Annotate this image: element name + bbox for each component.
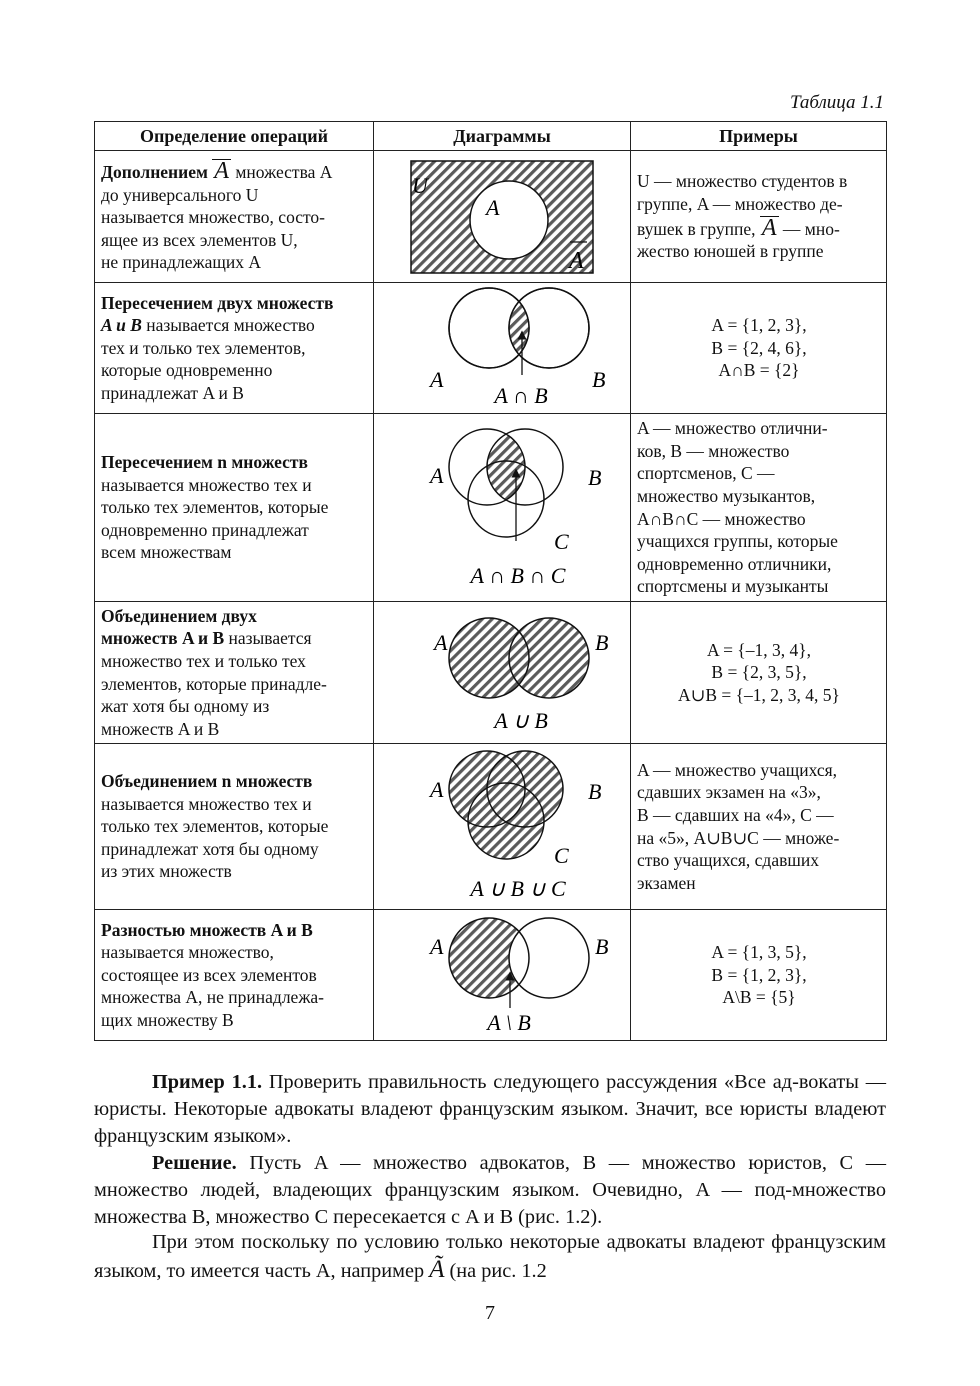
label-a: A — [434, 629, 448, 655]
page-number: 7 — [485, 1302, 495, 1324]
example-cell — [631, 151, 887, 283]
definition-cell — [95, 414, 374, 602]
header-examples: Примеры — [631, 122, 887, 151]
complement-diagram — [407, 157, 597, 277]
example-text: A = {1, 2, 3}, — [711, 315, 807, 336]
example-text: группе, A — множество де- — [637, 193, 843, 214]
paragraph-continuation — [94, 1229, 886, 1285]
diagram-cell — [374, 283, 631, 414]
table-row-intersection-n — [95, 414, 887, 602]
table-row-complement — [95, 151, 887, 283]
def-title: множеств A и B — [101, 628, 225, 649]
def-text: которые одновременно — [101, 360, 273, 381]
def-text: ящее из всех элементов U, — [101, 229, 298, 250]
example-text: A — множество учащихся, — [637, 759, 838, 780]
intersection-n-diagram — [392, 423, 612, 593]
example-text: A = {1, 3, 5}, — [711, 942, 807, 963]
example-text: A∩B = {2} — [718, 360, 800, 381]
difference-diagram — [392, 912, 612, 1038]
example-text: B — сдавших на «4», C — — [637, 804, 834, 825]
example-text: вушек в группе, — [637, 218, 760, 239]
diagram-cell — [374, 602, 631, 744]
example-text: A∪B = {–1, 2, 3, 4, 5} — [678, 684, 840, 705]
def-text: жат хотя бы одному из — [101, 696, 270, 717]
label-a: A — [430, 367, 444, 392]
header-diagrams: Диаграммы — [374, 122, 631, 151]
definition-cell — [95, 744, 374, 910]
operation-label: A ∪ B — [494, 707, 548, 733]
def-text: элементов, которые принадле- — [101, 673, 327, 694]
label-a-complement: A — [569, 247, 584, 274]
def-title: Объединением n множеств — [101, 771, 313, 792]
def-text: называется множество тех и — [101, 793, 312, 814]
continuation-body: При этом поскольку по условию только некоторые адвокаты владеют французским языком, то имеется часть A, например — [94, 1231, 886, 1282]
operation-label: A ∪ B ∪ C — [470, 875, 566, 901]
example-text: экзамен — [637, 872, 696, 893]
table-header-row — [95, 122, 887, 151]
union-n-diagram — [392, 749, 612, 905]
example-text: A∩B∩C — множество — [637, 508, 806, 529]
table-row-difference — [95, 910, 887, 1041]
example-cell — [631, 283, 887, 414]
example-cell — [631, 744, 887, 910]
label-a: A — [430, 462, 444, 488]
example-text: спортсменов, C — — [637, 463, 775, 484]
def-title: A и B — [101, 315, 142, 336]
def-text: принадлежат A и B — [101, 382, 244, 403]
example-heading: Пример 1.1. — [152, 1071, 263, 1093]
def-title: Дополнением — [101, 162, 208, 183]
label-a: A — [430, 776, 444, 802]
example-text: U — множество студентов в — [637, 171, 848, 192]
continuation-tail: (на рис. 1.2 — [444, 1260, 547, 1282]
example-text: A\B = {5} — [722, 987, 796, 1008]
example-text: ство учащихся, сдавших — [637, 850, 819, 871]
label-c: C — [554, 528, 569, 554]
def-text: множества A, не принадлежа- — [101, 987, 325, 1008]
example-text: A — множество отлични- — [637, 418, 828, 439]
operations-table — [94, 121, 887, 1041]
def-text: называется — [224, 628, 312, 649]
complement-symbol: A — [214, 158, 229, 185]
def-text: принадлежат хотя бы одному — [101, 838, 319, 859]
example-cell — [631, 414, 887, 602]
definition-cell — [95, 910, 374, 1041]
header-definition: Определение операций — [95, 122, 374, 151]
example-text: жество юношей в группе — [637, 241, 824, 262]
def-title: Пересечением n множеств — [101, 452, 308, 473]
definition-cell — [95, 283, 374, 414]
definition-cell — [95, 602, 374, 744]
table-row-union-two — [95, 602, 887, 744]
table-row-intersection-two — [95, 283, 887, 414]
def-text: называется множество — [141, 315, 315, 336]
solution-body: Пусть A — множество адвокатов, B — множество юристов, C — множество людей, владеющих французским языком. Очевидно, A — под-множество множества B, множество C пересекается с A и B (рис. 1.2). — [94, 1152, 886, 1228]
example-cell — [631, 910, 887, 1041]
label-c: C — [554, 842, 569, 868]
example-text: на «5», A∪B∪C — множе- — [637, 827, 840, 848]
label-a: A — [486, 194, 500, 220]
def-text: из этих множеств — [101, 861, 232, 882]
def-title: Объединением двух — [101, 605, 257, 626]
def-title: Пересечением двух множеств — [101, 292, 334, 313]
def-text: множеств A и B — [101, 718, 220, 739]
example-text: спортсмены и музыканты — [637, 576, 829, 597]
definition-cell — [95, 151, 374, 283]
def-text: одновременно принадлежат — [101, 519, 309, 540]
example-body: Проверить правильность следующего рассуждения «Все ад-вокаты — юристы. Некоторые адвокаты владеют французским языком. Значит, все юристы владеют французским языком». — [94, 1071, 886, 1147]
def-text: не принадлежащих A — [101, 252, 261, 273]
example-text: множество музыкантов, — [637, 485, 816, 506]
union-two-diagram — [392, 608, 612, 738]
def-text: множество тех и только тех — [101, 650, 306, 671]
example-text: одновременно отличники, — [637, 553, 832, 574]
label-b: B — [595, 629, 609, 655]
def-text: до универсального U — [101, 184, 259, 205]
example-text: B = {1, 2, 3}, — [711, 964, 807, 985]
paragraph-solution — [94, 1150, 886, 1231]
diagram-cell — [374, 414, 631, 602]
example-text: B = {2, 4, 6}, — [711, 337, 807, 358]
operation-label: A ∩ B — [494, 383, 548, 408]
table-row-union-n — [95, 744, 887, 910]
intersection-two-diagram — [392, 285, 612, 411]
example-text: сдавших экзамен на «3», — [637, 782, 821, 803]
label-a: A — [430, 934, 444, 959]
example-text: ков, B — множество — [637, 440, 790, 461]
example-text: учащихся группы, которые — [637, 531, 838, 552]
diagram-cell — [374, 744, 631, 910]
def-text: только тех элементов, которые — [101, 816, 329, 837]
label-b: B — [592, 367, 606, 392]
operation-label: A \ B — [487, 1010, 531, 1035]
label-b: B — [595, 934, 609, 959]
set-a-circle — [470, 181, 548, 259]
a-tilde-symbol: Ã — [429, 1256, 445, 1283]
example-text: — мно- — [778, 218, 840, 239]
paragraph-example — [94, 1069, 886, 1150]
label-u: U — [412, 172, 428, 198]
solution-heading: Решение. — [152, 1152, 237, 1174]
example-text: A = {–1, 3, 4}, — [707, 639, 811, 660]
table-caption: Таблица 1.1 — [790, 92, 884, 113]
def-text: всем множествам — [101, 542, 232, 563]
example-cell — [631, 602, 887, 744]
def-text: называется множество тех и — [101, 474, 312, 495]
example-text: B = {2, 3, 5}, — [711, 662, 807, 683]
def-text: множества A — [230, 162, 333, 183]
def-title: Разностью множеств A и B — [101, 919, 313, 940]
def-text: называется множество, — [101, 942, 274, 963]
def-text: называется множество, состо- — [101, 207, 326, 228]
complement-symbol: A — [761, 214, 777, 241]
def-text: только тех элементов, которые — [101, 497, 329, 518]
def-text: тех и только тех элементов, — [101, 337, 306, 358]
operation-label: A ∩ B ∩ C — [470, 562, 566, 588]
diagram-cell — [374, 151, 631, 283]
label-b: B — [588, 778, 602, 804]
def-text: состоящее из всех элементов — [101, 964, 317, 985]
def-text: щих множеству B — [101, 1009, 234, 1030]
diagram-cell — [374, 910, 631, 1041]
label-b: B — [588, 464, 602, 490]
